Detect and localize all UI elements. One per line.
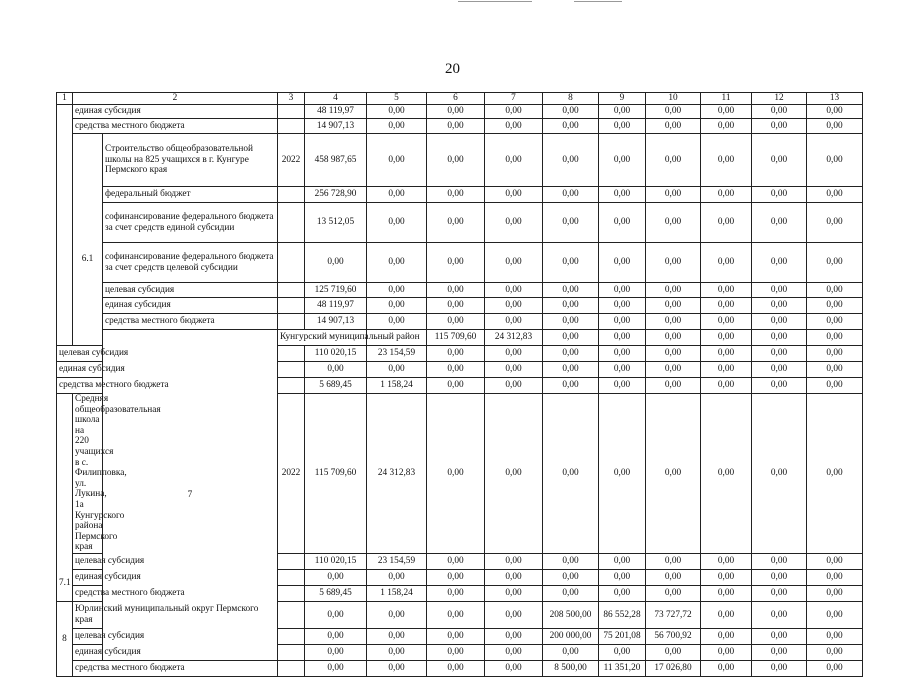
col-header: 5 <box>367 93 427 105</box>
value-cell: 0,00 <box>485 585 543 601</box>
value-cell: 0,00 <box>599 569 646 585</box>
value-cell: 0,00 <box>646 134 701 187</box>
value-cell: 8 500,00 <box>543 660 599 676</box>
value-cell: 0,00 <box>646 394 701 554</box>
value-cell: 0,00 <box>701 553 752 569</box>
value-cell: 0,00 <box>646 187 701 203</box>
value-cell: 200 000,00 <box>543 628 599 644</box>
value-cell: 0,00 <box>646 378 701 394</box>
col-header: 12 <box>752 93 807 105</box>
value-cell: 0,00 <box>367 119 427 134</box>
value-cell: 0,00 <box>305 601 367 628</box>
table-row <box>57 644 863 660</box>
col-header: 3 <box>278 93 305 105</box>
table-row <box>57 298 863 314</box>
year-cell <box>278 187 305 203</box>
row-label: софинансирование федерального бюджета за счет средств целевой субсидии <box>103 243 278 283</box>
table-row <box>57 203 863 243</box>
value-cell: 0,00 <box>646 314 701 330</box>
value-cell: 0,00 <box>485 628 543 644</box>
value-cell: 0,00 <box>599 105 646 119</box>
value-cell: 0,00 <box>543 585 599 601</box>
value-cell: 0,00 <box>646 105 701 119</box>
value-cell: 0,00 <box>485 394 543 554</box>
value-cell: 75 201,08 <box>599 628 646 644</box>
value-cell: 0,00 <box>701 601 752 628</box>
year-cell: 2022 <box>278 134 305 187</box>
row-label: целевая субсидия <box>57 346 103 362</box>
value-cell: 0,00 <box>427 203 485 243</box>
value-cell: 0,00 <box>807 187 863 203</box>
table-row <box>57 601 863 628</box>
col-header: 10 <box>646 93 701 105</box>
year-cell <box>278 660 305 676</box>
value-cell: 0,00 <box>427 644 485 660</box>
year-cell <box>278 203 305 243</box>
value-cell: 0,00 <box>427 601 485 628</box>
row-label: Кунгурский муниципальный район <box>278 330 367 346</box>
value-cell: 0,00 <box>599 362 646 378</box>
value-cell: 0,00 <box>701 283 752 298</box>
value-cell: 0,00 <box>646 298 701 314</box>
value-cell: 0,00 <box>427 134 485 187</box>
row-label: средства местного бюджета <box>73 660 278 676</box>
value-cell: 0,00 <box>427 105 485 119</box>
value-cell: 0,00 <box>485 660 543 676</box>
year-cell <box>278 105 305 119</box>
subsection-number: 6.1 <box>73 134 103 346</box>
value-cell: 0,00 <box>543 644 599 660</box>
value-cell: 0,00 <box>543 119 599 134</box>
value-cell: 0,00 <box>701 644 752 660</box>
table-row <box>57 119 863 134</box>
value-cell: 0,00 <box>701 134 752 187</box>
value-cell: 0,00 <box>752 298 807 314</box>
value-cell: 0,00 <box>807 660 863 676</box>
value-cell: 0,00 <box>701 314 752 330</box>
value-cell: 0,00 <box>485 243 543 283</box>
value-cell: 0,00 <box>367 314 427 330</box>
value-cell: 5 689,45 <box>305 378 367 394</box>
year-cell <box>278 628 305 644</box>
value-cell: 0,00 <box>427 394 485 554</box>
value-cell: 0,00 <box>807 569 863 585</box>
value-cell: 0,00 <box>427 346 485 362</box>
value-cell: 0,00 <box>701 119 752 134</box>
table-row <box>57 660 863 676</box>
value-cell: 0,00 <box>701 628 752 644</box>
value-cell: 0,00 <box>646 644 701 660</box>
table-row <box>57 283 863 298</box>
value-cell: 0,00 <box>807 283 863 298</box>
value-cell: 48 119,97 <box>305 298 367 314</box>
value-cell: 0,00 <box>752 203 807 243</box>
value-cell: 0,00 <box>752 553 807 569</box>
col-header: 7 <box>485 93 543 105</box>
value-cell: 0,00 <box>599 298 646 314</box>
value-cell: 0,00 <box>646 346 701 362</box>
value-cell: 0,00 <box>752 394 807 554</box>
value-cell: 14 907,13 <box>305 119 367 134</box>
value-cell: 0,00 <box>807 314 863 330</box>
value-cell: 0,00 <box>485 187 543 203</box>
section-number: 8 <box>57 601 73 676</box>
row-label: Юрлинский муниципальный округ Пермского края <box>73 601 278 628</box>
section-number: 7 <box>103 330 278 661</box>
value-cell: 24 312,83 <box>367 394 427 554</box>
value-cell: 0,00 <box>752 362 807 378</box>
value-cell: 0,00 <box>485 134 543 187</box>
value-cell: 115 709,60 <box>427 330 485 346</box>
value-cell: 14 907,13 <box>305 314 367 330</box>
value-cell: 0,00 <box>701 378 752 394</box>
value-cell: 0,00 <box>752 119 807 134</box>
row-label: средства местного бюджета <box>73 585 103 601</box>
value-cell: 0,00 <box>599 119 646 134</box>
value-cell: 0,00 <box>807 378 863 394</box>
year-cell <box>278 283 305 298</box>
row-label: единая субсидия <box>73 105 278 119</box>
row-label: федеральный бюджет <box>103 187 278 203</box>
value-cell: 0,00 <box>305 243 367 283</box>
col-header: 9 <box>599 93 646 105</box>
value-cell: 0,00 <box>807 119 863 134</box>
value-cell: 0,00 <box>701 243 752 283</box>
value-cell: 0,00 <box>485 203 543 243</box>
value-cell: 11 351,20 <box>599 660 646 676</box>
value-cell: 0,00 <box>599 585 646 601</box>
value-cell: 0,00 <box>807 585 863 601</box>
row-label: средства местного бюджета <box>103 314 278 330</box>
value-cell: 0,00 <box>807 105 863 119</box>
subsection-number: 7.1 <box>57 394 73 602</box>
value-cell: 0,00 <box>752 660 807 676</box>
value-cell: 0,00 <box>752 585 807 601</box>
value-cell: 48 119,97 <box>305 105 367 119</box>
value-cell: 0,00 <box>701 585 752 601</box>
value-cell: 0,00 <box>543 187 599 203</box>
value-cell: 0,00 <box>485 105 543 119</box>
value-cell: 1 158,24 <box>367 378 427 394</box>
value-cell: 0,00 <box>543 105 599 119</box>
value-cell: 0,00 <box>599 243 646 283</box>
row-label: средства местного бюджета <box>57 378 103 394</box>
value-cell: 0,00 <box>646 119 701 134</box>
value-cell: 0,00 <box>427 628 485 644</box>
value-cell: 0,00 <box>367 283 427 298</box>
table-row <box>57 187 863 203</box>
value-cell: 0,00 <box>752 243 807 283</box>
year-cell <box>278 119 305 134</box>
value-cell: 0,00 <box>599 644 646 660</box>
value-cell: 0,00 <box>807 553 863 569</box>
table-row <box>57 628 863 644</box>
value-cell: 0,00 <box>599 314 646 330</box>
section-number-cell <box>57 105 73 346</box>
value-cell: 0,00 <box>752 628 807 644</box>
row-label: софинансирование федерального бюджета за счет средств единой субсидии <box>103 203 278 243</box>
value-cell: 0,00 <box>646 243 701 283</box>
value-cell: 0,00 <box>752 644 807 660</box>
value-cell: 208 500,00 <box>543 601 599 628</box>
value-cell: 0,00 <box>646 283 701 298</box>
value-cell: 0,00 <box>646 553 701 569</box>
value-cell: 0,00 <box>701 660 752 676</box>
value-cell: 0,00 <box>427 553 485 569</box>
value-cell: 0,00 <box>752 569 807 585</box>
year-cell <box>278 553 305 569</box>
value-cell: 0,00 <box>807 394 863 554</box>
row-label: целевая субсидия <box>103 283 278 298</box>
value-cell: 0,00 <box>367 243 427 283</box>
value-cell: 0,00 <box>701 187 752 203</box>
row-label: средства местного бюджета <box>73 119 278 134</box>
value-cell: 0,00 <box>305 569 367 585</box>
value-cell: 17 026,80 <box>646 660 701 676</box>
value-cell: 0,00 <box>367 628 427 644</box>
value-cell: 0,00 <box>305 644 367 660</box>
year-cell <box>278 298 305 314</box>
row-label: целевая субсидия <box>73 628 278 644</box>
value-cell: 0,00 <box>701 203 752 243</box>
value-cell: 0,00 <box>599 394 646 554</box>
value-cell: 0,00 <box>427 119 485 134</box>
value-cell: 0,00 <box>305 628 367 644</box>
col-header: 11 <box>701 93 752 105</box>
page-number: 20 <box>445 61 460 77</box>
value-cell: 0,00 <box>485 362 543 378</box>
table-row <box>57 330 863 346</box>
value-cell: 0,00 <box>599 134 646 187</box>
financing-table <box>56 92 863 677</box>
year-cell <box>278 644 305 660</box>
year-cell <box>278 243 305 283</box>
value-cell: 125 719,60 <box>305 283 367 298</box>
value-cell: 24 312,83 <box>485 330 543 346</box>
table-row <box>57 314 863 330</box>
value-cell: 0,00 <box>485 119 543 134</box>
value-cell: 0,00 <box>485 644 543 660</box>
value-cell: 0,00 <box>367 601 427 628</box>
value-cell: 0,00 <box>807 243 863 283</box>
value-cell: 0,00 <box>807 203 863 243</box>
value-cell: 0,00 <box>807 628 863 644</box>
value-cell: 0,00 <box>543 330 599 346</box>
value-cell: 458 987,65 <box>305 134 367 187</box>
value-cell: 0,00 <box>807 134 863 187</box>
value-cell: 0,00 <box>543 283 599 298</box>
year-cell <box>278 362 305 378</box>
col-header: 1 <box>57 93 73 105</box>
value-cell: 0,00 <box>485 283 543 298</box>
row-label: единая субсидия <box>73 644 278 660</box>
value-cell: 110 020,15 <box>305 346 367 362</box>
value-cell: 0,00 <box>752 187 807 203</box>
value-cell: 0,00 <box>543 134 599 187</box>
row-label: Строительство общеобразовательной школы на 825 учащихся в г. Кунгуре Пермского края <box>103 134 278 187</box>
value-cell: 0,00 <box>701 105 752 119</box>
value-cell: 115 709,60 <box>305 394 367 554</box>
value-cell: 0,00 <box>427 243 485 283</box>
value-cell: 0,00 <box>427 585 485 601</box>
value-cell: 1 158,24 <box>367 585 427 601</box>
value-cell: 0,00 <box>367 187 427 203</box>
year-cell <box>278 378 305 394</box>
value-cell: 0,00 <box>427 660 485 676</box>
value-cell: 0,00 <box>543 569 599 585</box>
value-cell: 0,00 <box>807 346 863 362</box>
col-header: 4 <box>305 93 367 105</box>
year-cell <box>278 314 305 330</box>
value-cell: 0,00 <box>485 378 543 394</box>
col-header: 2 <box>73 93 278 105</box>
value-cell: 0,00 <box>807 644 863 660</box>
value-cell: 0,00 <box>807 298 863 314</box>
value-cell: 0,00 <box>367 203 427 243</box>
col-header: 13 <box>807 93 863 105</box>
value-cell: 0,00 <box>701 394 752 554</box>
value-cell: 0,00 <box>646 330 701 346</box>
value-cell: 0,00 <box>427 187 485 203</box>
row-label: единая субсидия <box>103 298 278 314</box>
value-cell: 0,00 <box>305 362 367 378</box>
value-cell: 0,00 <box>427 362 485 378</box>
value-cell: 0,00 <box>752 378 807 394</box>
row-label: единая субсидия <box>73 569 103 585</box>
value-cell: 0,00 <box>701 346 752 362</box>
value-cell: 0,00 <box>646 203 701 243</box>
value-cell: 0,00 <box>543 298 599 314</box>
value-cell: 256 728,90 <box>305 187 367 203</box>
value-cell: 0,00 <box>543 362 599 378</box>
value-cell: 0,00 <box>599 346 646 362</box>
value-cell: 0,00 <box>646 362 701 378</box>
year-cell <box>278 585 305 601</box>
value-cell: 13 512,05 <box>305 203 367 243</box>
value-cell: 0,00 <box>367 134 427 187</box>
top-rule-right <box>574 1 622 2</box>
value-cell: 0,00 <box>367 298 427 314</box>
value-cell: 0,00 <box>485 553 543 569</box>
table-row <box>57 243 863 283</box>
value-cell: 0,00 <box>807 601 863 628</box>
value-cell: 0,00 <box>367 362 427 378</box>
col-header: 8 <box>543 93 599 105</box>
value-cell: 0,00 <box>701 362 752 378</box>
value-cell: 0,00 <box>367 105 427 119</box>
row-label: Средняя общеобразовательная школа на 220 учащихся в с. Филипповка, ул. Лукина, 1а Кунгурского района Пермского края <box>73 394 103 554</box>
value-cell: 0,00 <box>599 330 646 346</box>
value-cell: 0,00 <box>543 243 599 283</box>
value-cell: 0,00 <box>543 394 599 554</box>
row-label: единая субсидия <box>57 362 103 378</box>
value-cell: 0,00 <box>367 569 427 585</box>
value-cell: 0,00 <box>485 346 543 362</box>
value-cell: 0,00 <box>701 298 752 314</box>
value-cell: 0,00 <box>599 378 646 394</box>
value-cell: 0,00 <box>752 314 807 330</box>
value-cell: 0,00 <box>701 330 752 346</box>
year-cell <box>278 346 305 362</box>
value-cell: 5 689,45 <box>305 585 367 601</box>
value-cell: 0,00 <box>427 378 485 394</box>
value-cell: 0,00 <box>701 569 752 585</box>
value-cell: 0,00 <box>367 644 427 660</box>
table-row <box>57 134 863 187</box>
value-cell: 0,00 <box>485 601 543 628</box>
row-label: целевая субсидия <box>73 553 103 569</box>
year-cell <box>278 601 305 628</box>
value-cell: 0,00 <box>543 346 599 362</box>
value-cell: 0,00 <box>485 569 543 585</box>
value-cell: 0,00 <box>752 330 807 346</box>
value-cell: 0,00 <box>599 283 646 298</box>
value-cell: 0,00 <box>427 283 485 298</box>
top-rule-left <box>458 1 532 2</box>
value-cell: 86 552,28 <box>599 601 646 628</box>
value-cell: 23 154,59 <box>367 346 427 362</box>
value-cell: 73 727,72 <box>646 601 701 628</box>
value-cell: 0,00 <box>752 134 807 187</box>
value-cell: 0,00 <box>646 569 701 585</box>
value-cell: 0,00 <box>646 585 701 601</box>
value-cell: 0,00 <box>752 346 807 362</box>
year-cell <box>278 569 305 585</box>
value-cell: 0,00 <box>367 660 427 676</box>
header-row <box>57 93 863 105</box>
value-cell: 0,00 <box>485 298 543 314</box>
value-cell: 56 700,92 <box>646 628 701 644</box>
value-cell: 0,00 <box>427 298 485 314</box>
value-cell: 0,00 <box>752 283 807 298</box>
value-cell: 0,00 <box>305 660 367 676</box>
value-cell: 0,00 <box>427 314 485 330</box>
value-cell: 0,00 <box>752 601 807 628</box>
value-cell: 0,00 <box>543 314 599 330</box>
col-header: 6 <box>427 93 485 105</box>
value-cell: 0,00 <box>599 187 646 203</box>
value-cell: 110 020,15 <box>305 553 367 569</box>
value-cell: 0,00 <box>599 203 646 243</box>
value-cell: 0,00 <box>752 105 807 119</box>
value-cell: 23 154,59 <box>367 553 427 569</box>
table-row <box>57 105 863 119</box>
value-cell: 0,00 <box>485 314 543 330</box>
value-cell: 0,00 <box>807 362 863 378</box>
value-cell: 0,00 <box>543 203 599 243</box>
value-cell: 0,00 <box>543 553 599 569</box>
value-cell: 0,00 <box>599 553 646 569</box>
value-cell: 0,00 <box>807 330 863 346</box>
value-cell: 0,00 <box>543 378 599 394</box>
year-cell: 2022 <box>278 394 305 554</box>
value-cell: 0,00 <box>427 569 485 585</box>
